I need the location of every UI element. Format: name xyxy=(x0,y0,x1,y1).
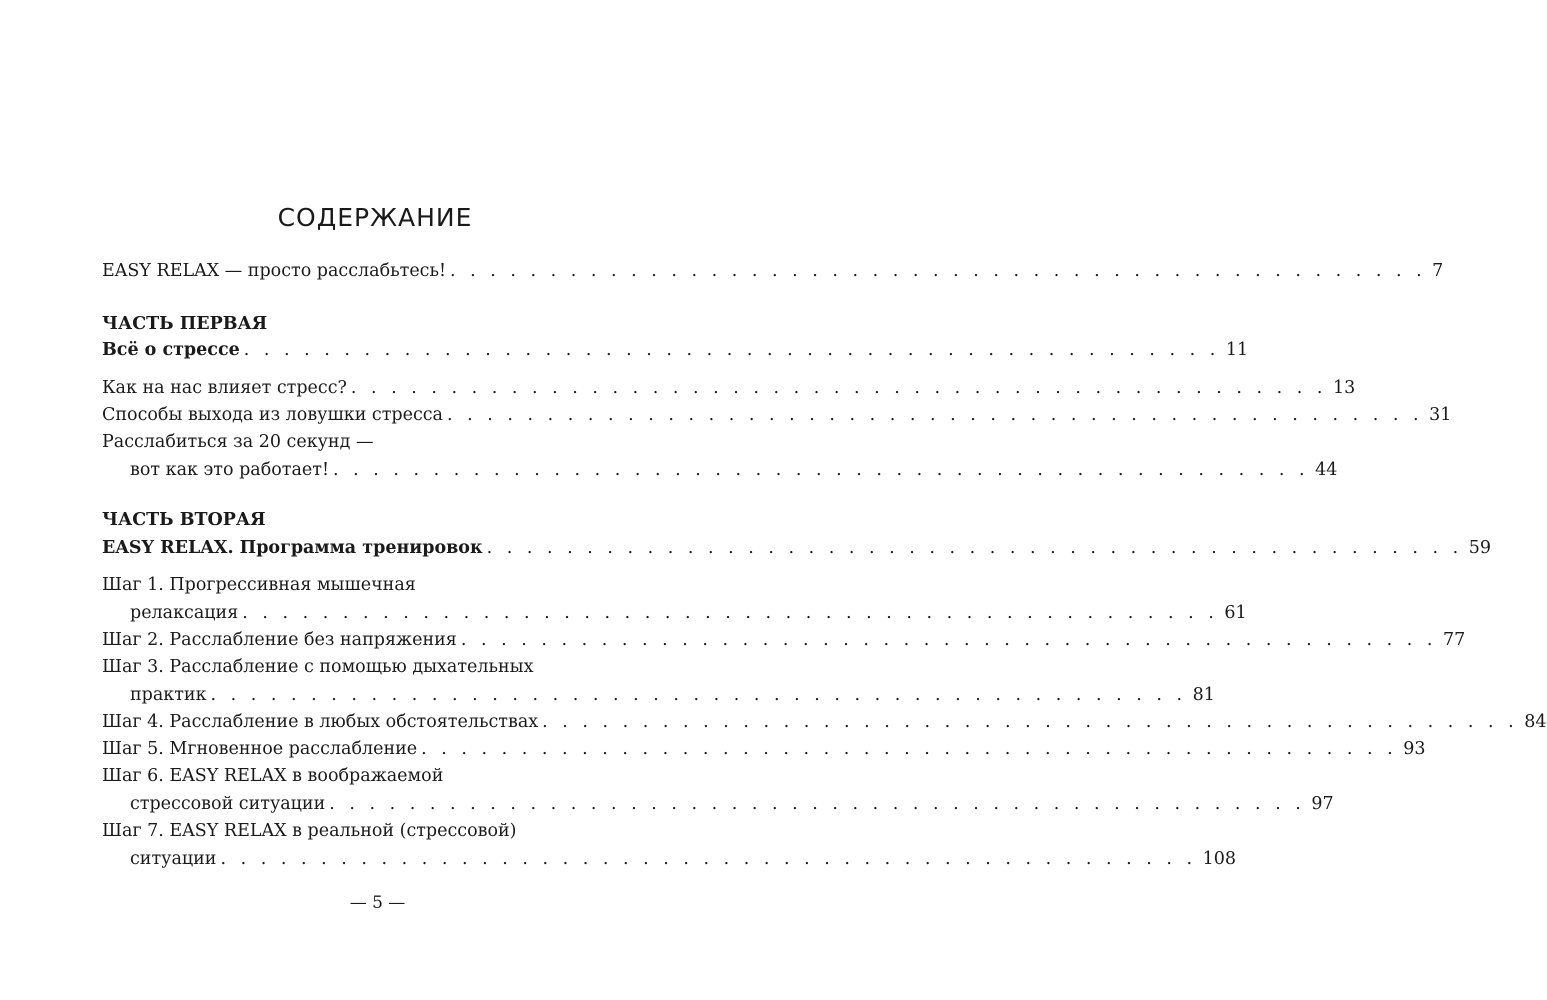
toc-entry-continuation xyxy=(130,685,1215,709)
toc-entry xyxy=(102,630,1466,654)
toc-page-number: 108 xyxy=(1202,849,1236,869)
toc-page-number: 44 xyxy=(1315,460,1338,480)
toc-entry xyxy=(102,712,1547,736)
toc-entry-text: Шаг 2. Расслабление без напряжения xyxy=(102,630,457,650)
leader-dots: . . . . . . . . . . . . . . . . . . . . . . . . . . . . . . . . . . . . . . . . . . . . . . . . . xyxy=(329,794,1306,814)
toc-entry-text: Как на нас влияет стресс? xyxy=(102,378,347,398)
toc-entry-text: вот как это работает! xyxy=(130,460,329,480)
toc-page-number: 97 xyxy=(1311,794,1334,814)
leader-dots: . . . . . . . . . . . . . . . . . . . . . . . . . . . . . . . . . . . . . . . . . . . . . . . . . xyxy=(242,603,1219,623)
toc-page-number: 84 xyxy=(1524,712,1547,732)
toc-entry xyxy=(102,739,1426,763)
toc-page-number: 81 xyxy=(1192,685,1215,705)
leader-dots: . . . . . . . . . . . . . . . . . . . . . . . . . . . . . . . . . . . . . . . . . . . . . . . . . xyxy=(332,460,1310,480)
toc-page-number: 59 xyxy=(1468,538,1491,558)
toc-page-number: 7 xyxy=(1432,261,1444,281)
leader-dots: . . . . . . . . . . . . . . . . . . . . . . . . . . . . . . . . . . . . . . . . . . . . . . . . . xyxy=(350,378,1327,398)
part-title-entry xyxy=(102,340,1249,364)
toc-entry-text: практик xyxy=(130,685,207,705)
page-number-footer: — 5 — xyxy=(349,893,406,913)
toc-entry xyxy=(102,378,1356,402)
part-label: ЧАСТЬ ВТОРАЯ xyxy=(102,510,266,530)
toc-entry-intro xyxy=(102,261,1444,285)
part-title: EASY RELAX. Программа тренировок xyxy=(102,538,483,558)
toc-entry-text: стрессовой ситуации xyxy=(130,794,326,814)
toc-entry-text: Шаг 5. Мгновенное расслабление xyxy=(102,739,418,759)
toc-entry-text: Шаг 1. Прогрессивная мышечная xyxy=(102,575,416,595)
toc-entry-continuation xyxy=(130,794,1334,818)
toc-entry-continuation xyxy=(130,849,1236,873)
toc-entry-continuation xyxy=(130,460,1338,484)
toc-page-number: 77 xyxy=(1442,630,1466,650)
toc-entry-text: Шаг 6. EASY RELAX в воображаемой xyxy=(102,766,444,786)
toc-entry-continuation xyxy=(130,603,1247,627)
leader-dots: . . . . . . . . . . . . . . . . . . . . . . . . . . . . . . . . . . . . . . . . . . . . . . . . . xyxy=(450,261,1427,281)
leader-dots: . . . . . . . . . . . . . . . . . . . . . . . . . . . . . . . . . . . . . . . . . . . . . . . . . xyxy=(220,849,1197,869)
toc-page-number: 13 xyxy=(1333,378,1356,398)
toc-entry-text: Расслабиться за 20 секунд — xyxy=(102,432,374,452)
part-title: Всё о стрессе xyxy=(102,340,240,360)
toc-page-number: 93 xyxy=(1403,739,1426,759)
leader-dots: . . . . . . . . . . . . . . . . . . . . . . . . . . . . . . . . . . . . . . . . . . . . . . . . . xyxy=(421,739,1398,759)
toc-page-number: 61 xyxy=(1224,603,1247,623)
toc-page-number: 11 xyxy=(1225,340,1249,360)
leader-dots: . . . . . . . . . . . . . . . . . . . . . . . . . . . . . . . . . . . . . . . . . . . . . . . . . xyxy=(542,712,1519,732)
toc-entry-text: релаксация xyxy=(130,603,239,623)
toc-entry xyxy=(102,405,1452,429)
toc-entry-text: Шаг 7. EASY RELAX в реальной (стрессовой) xyxy=(102,821,517,841)
page-title: СОДЕРЖАНИЕ xyxy=(277,203,473,232)
toc-page-number: 31 xyxy=(1429,405,1452,425)
toc-entry-text: Шаг 4. Расслабление в любых обстоятельствах xyxy=(102,712,539,732)
leader-dots: . . . . . . . . . . . . . . . . . . . . . . . . . . . . . . . . . . . . . . . . . . . . . . . . . xyxy=(210,685,1187,705)
leader-dots: . . . . . . . . . . . . . . . . . . . . . . . . . . . . . . . . . . . . . . . . . . . . . . . . . xyxy=(486,538,1463,558)
leader-dots: . . . . . . . . . . . . . . . . . . . . . . . . . . . . . . . . . . . . . . . . . . . . . . . . . xyxy=(447,405,1424,425)
toc-entry-text: ситуации xyxy=(130,849,217,869)
leader-dots: . . . . . . . . . . . . . . . . . . . . . . . . . . . . . . . . . . . . . . . . . . . . . . . . . xyxy=(243,340,1220,360)
toc-entry-text: EASY RELAX — просто расслабьтесь! xyxy=(102,261,447,281)
toc-entry-text: Способы выхода из ловушки стресса xyxy=(102,405,443,425)
part-label: ЧАСТЬ ПЕРВАЯ xyxy=(102,314,268,334)
toc-entry-text: Шаг 3. Расслабление с помощью дыхательных xyxy=(102,657,534,677)
part-title-entry xyxy=(102,538,1491,562)
leader-dots: . . . . . . . . . . . . . . . . . . . . . . . . . . . . . . . . . . . . . . . . . . . . . . . . . xyxy=(460,630,1437,650)
